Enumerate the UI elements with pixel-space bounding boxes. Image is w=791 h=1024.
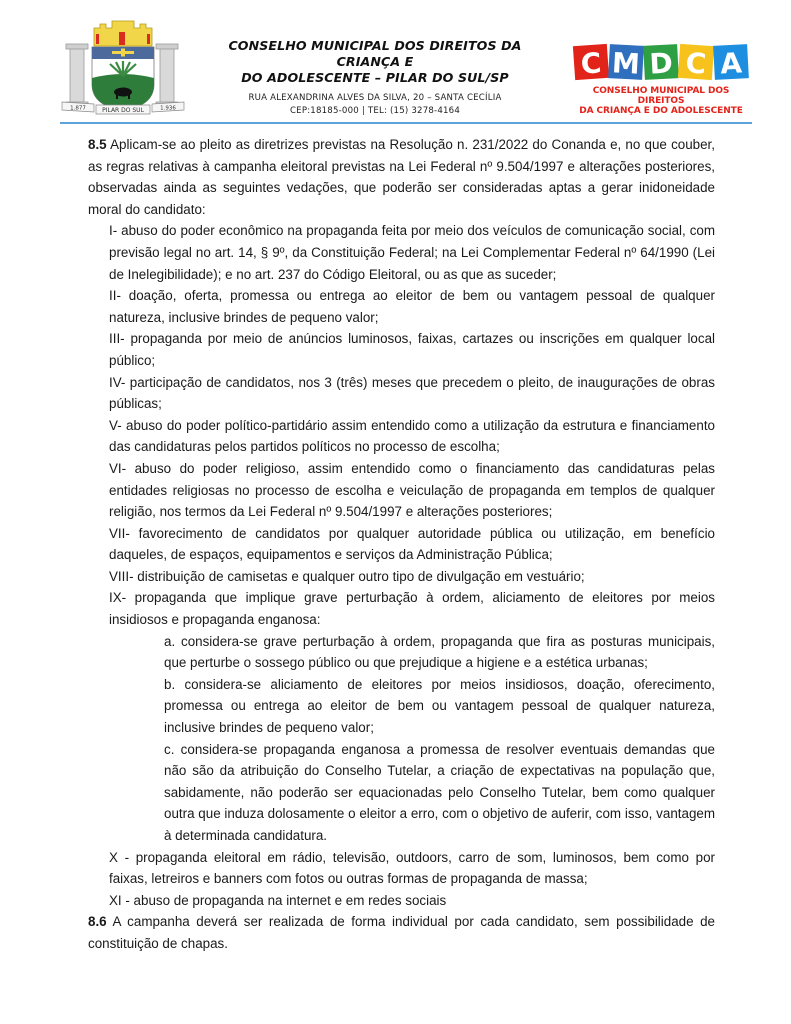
sub-list-item: c. considera-se propaganda enganosa a promessa de resolver eventuais demandas que não são da atribuição do Conselho Tutelar, a criação de expectativas na população que, sabidamente, não poderão ser equacionadas pelo Conselho Tutelar, bem como qualquer outra que induza dolosamente o eleitor a erro, com o objetivo de auferir, com isso, vantagem à determinada candidatura.: [164, 741, 715, 843]
cmdca-letter-tile: [713, 44, 749, 81]
list-item: II- doação, oferta, promessa ou entrega ao eleitor de bem ou vantagem pessoal de qualquer natureza, inclusive brindes de pequeno valor;: [109, 288, 715, 325]
section-number: 8.6: [88, 914, 107, 930]
list-item: XI - abuso de propaganda na internet e em redes sociais: [109, 892, 447, 908]
cmdca-logo: [572, 42, 750, 116]
cmdca-letter-tile: [643, 44, 679, 81]
document-body: [88, 134, 715, 955]
cmdca-subtitle: [572, 86, 750, 116]
document-header: [0, 0, 791, 125]
cmdca-subtitle-line-1: CONSELHO MUNICIPAL DOS DIREITOS: [592, 86, 730, 106]
list-item: I- abuso do poder econômico na propaganda feita por meio dos veículos de comunicação social, com previsão legal no art. 14, § 9º, da Constituição Federal; na Lei Complementar Federal nº 64/1990 (Lei de Inelegibilidade); e no art. 237 do Código Eleitoral, ou as que as suceder;: [109, 223, 715, 282]
cmdca-letter: A: [719, 46, 743, 81]
section-8-5: [88, 134, 715, 220]
sub-list-item: b. considera-se aliciamento de eleitores por meios insidiosos, doação, oferecimento, promessa ou entrega ao eleitor de bem ou vantagem pessoal de qualquer natureza, inclusive brindes de pequeno valor;: [164, 676, 715, 736]
cmdca-letters-logo: [572, 42, 750, 82]
section-8-6: [88, 911, 715, 954]
cmdca-subtitle-line-2: DA CRIANÇA E DO ADOLESCENTE: [579, 106, 743, 116]
prohibition-sub-list: [88, 631, 715, 847]
pilar-do-sul-coat-of-arms-logo: [60, 18, 190, 116]
section-number: 8.5: [88, 137, 107, 152]
coat-year-right: 1.936: [160, 105, 176, 112]
cmdca-letter-tile: [678, 44, 714, 81]
list-item: III- propaganda por meio de anúncios luminosos, faixas, cartazes ou inscrições em qualquer local público;: [109, 331, 715, 368]
list-item: VII- favorecimento de candidatos por qualquer autoridade pública ou utilização, em benefício daqueles, de espaços, equipamentos e serviços da Administração Pública;: [109, 525, 715, 563]
contact-line: CEP:18185-000 | TEL: (15) 3278-4164: [289, 106, 461, 116]
cmdca-letter: M: [611, 46, 641, 81]
list-item: VIII- distribuição de camisetas e qualquer outro tipo de divulgação em vestuário;: [109, 568, 585, 584]
list-item: VI- abuso do poder religioso, assim entendido como o financiamento das candidaturas pelas entidades religiosas no processo de escolha e veiculação de propaganda em templos de qualquer religião, nos termos da Lei Federal nº 9.504/1997 e alterações posteriores;: [109, 460, 715, 520]
cmdca-letter: C: [579, 46, 603, 81]
coat-city-name: PILAR DO SUL: [102, 107, 144, 114]
council-title-block: [195, 38, 555, 118]
address-line: RUA ALEXANDRINA ALVES DA SILVA, 20 – SANTA CECÍLIA: [248, 93, 502, 103]
council-title-line-1: CONSELHO MUNICIPAL DOS DIREITOS DA CRIANÇA E: [228, 38, 522, 69]
section-text: A campanha deverá ser realizada de forma individual por cada candidato, sem possibilidade de constituição de chapas.: [88, 914, 715, 951]
list-item: X - propaganda eleitoral em rádio, televisão, outdoors, carro de som, luminosos, bem como por faixas, letreiros e banners com fotos ou outras formas de propaganda de massa;: [109, 849, 715, 887]
cmdca-letter: D: [648, 46, 674, 81]
list-item: V- abuso do poder político-partidário assim entendido como a utilização da estrutura e financiamento das candidaturas pelos partidos políticos no processo de escolha;: [109, 417, 715, 455]
sub-list-item: a. considera-se grave perturbação à ordem, propaganda que fira as posturas municipais, que perturbe o sossego público ou que prejudique a higiene e a estética urbanas;: [164, 633, 715, 671]
header-divider: [60, 122, 752, 124]
cmdca-letter-tile: [573, 44, 609, 81]
prohibition-list-continued: [88, 847, 715, 912]
prohibition-list: [88, 220, 715, 630]
council-title-line-2: DO ADOLESCENTE – PILAR DO SUL/SP: [241, 70, 509, 85]
cmdca-letter-tile: [608, 44, 644, 81]
section-text: Aplicam-se ao pleito as diretrizes previstas na Resolução n. 231/2022 do Conanda e, no que couber, as regras relativas à campanha eleitoral previstas na Lei Federal nº 9.504/1997 e alterações posteriores, observadas ainda as seguintes vedações, que poderão ser consideradas aptas a gerar inidoneidade moral do candidato:: [88, 137, 715, 217]
cmdca-letter: C: [684, 46, 708, 81]
coat-year-left: 1.877: [70, 105, 86, 112]
list-item: IV- participação de candidatos, nos 3 (três) meses que precedem o pleito, de inaugurações de obras públicas;: [109, 374, 715, 412]
list-item: IX- propaganda que implique grave perturbação à ordem, aliciamento de eleitores por meios insidiosos e propaganda enganosa:: [109, 590, 715, 628]
